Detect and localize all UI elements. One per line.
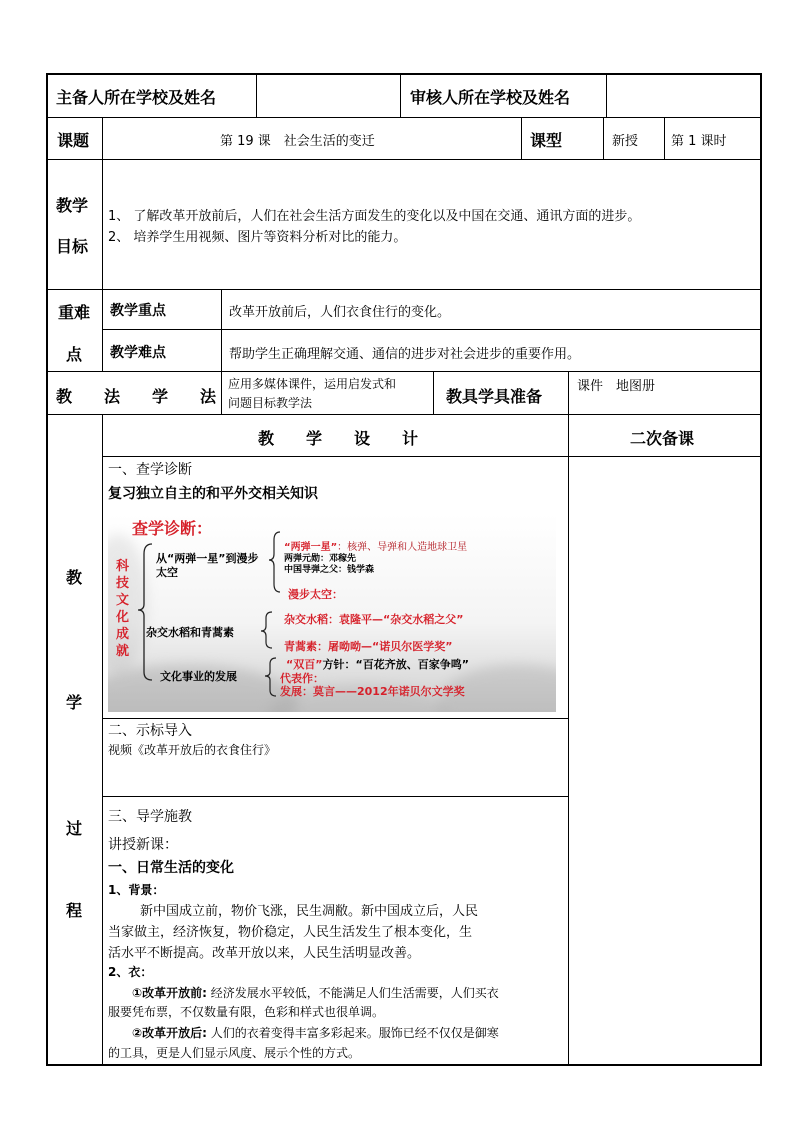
after-reform-head: ②改革开放后: xyxy=(132,1026,207,1040)
difficulty-value: 帮助学生正确理解交通、通信的进步对社会进步的重要作用。 xyxy=(229,347,581,362)
process-side-char-4: 程 xyxy=(66,901,83,920)
diagram-b3-line1-head: “双百” xyxy=(286,658,323,671)
reviewer-label: 审核人所在学校及姓名 xyxy=(410,88,571,107)
section-3-title: 三、导学施教 xyxy=(108,809,192,825)
diagram-b1-line3: 中国导弹之父：钱学森 xyxy=(284,565,375,575)
process-side-char-3: 过 xyxy=(66,819,83,838)
focus-label: 教学重点 xyxy=(110,303,166,319)
diagram-b3-line1-tail: 方针：“百花齐放、百家争鸣” xyxy=(322,658,469,671)
focus-value: 改革开放前后，人们衣食住行的变化。 xyxy=(229,305,451,320)
diagram-branch-1: 从“两弹一星”到漫步太空 xyxy=(156,552,259,579)
before-reform-head: ①改革开放前: xyxy=(132,986,207,1000)
secondary-prep-title: 二次备课 xyxy=(630,429,695,448)
diagram-b3-line2: 代表作： xyxy=(280,672,324,685)
before-reform-line2: 服要凭布票，不仅数量有限，色彩和样式也很单调。 xyxy=(108,1005,385,1019)
background-line-1: 新中国成立前，物价飞涨，民生凋敝。新中国成立后，人民 xyxy=(140,904,479,919)
tools-value: 课件 地图册 xyxy=(577,379,656,394)
diagram-title: 查学诊断： xyxy=(132,519,213,538)
lesson-type-value: 新授 xyxy=(612,134,639,149)
diagram-b1-line4: 漫步太空： xyxy=(288,588,343,601)
tools-label: 教具学具准备 xyxy=(446,387,543,406)
methods-value-line2: 问题目标教学法 xyxy=(228,396,313,410)
diagram-b1-line1-head: “两弹一星” xyxy=(284,542,338,553)
topic-label: 课题 xyxy=(57,131,90,150)
diagram-b3-line3: 发展：莫言——2012年诺贝尔文学奖 xyxy=(280,685,465,698)
keypoints-label-1: 重难 xyxy=(58,303,91,322)
background-line-2: 当家做主，经济恢复，物价稳定，人民生活发生了根本变化，生 xyxy=(108,925,473,940)
difficulty-label: 教学难点 xyxy=(110,345,166,361)
topic-value: 第 19 课 社会生活的变迁 xyxy=(220,134,375,149)
diagram-left-label: 科技文化成就 xyxy=(116,559,130,659)
clothing-label: 2、衣： xyxy=(108,965,153,979)
diagram-b2-line1: 杂交水稻：袁隆平—“杂交水稻之父” xyxy=(284,613,464,626)
process-side-char-2: 学 xyxy=(66,693,83,712)
section-1-title: 一、查学诊断 xyxy=(108,462,192,478)
objective-item-2: 2、 培养学生用视频、图片等资料分析对比的能力。 xyxy=(108,230,407,245)
objectives-label-2: 目标 xyxy=(56,237,89,256)
design-title: 教 学 设 计 xyxy=(258,429,419,448)
after-reform-line1: 人们的衣着变得丰富多彩起来。服饰已经不仅仅是御寒 xyxy=(206,1026,499,1040)
diagram-branch-3: 文化事业的发展 xyxy=(160,670,237,683)
diagram-b1-line1-tail: ：核弹、导弹和人造地球卫星 xyxy=(337,542,468,553)
lesson-type-label: 课型 xyxy=(530,131,563,150)
methods-value-line1: 应用多媒体课件，运用启发式和 xyxy=(228,377,397,391)
diagram-branch-2: 杂交水稻和青蒿素 xyxy=(146,626,234,639)
lead-teacher-label: 主备人所在学校及姓名 xyxy=(56,88,217,107)
methods-label: 教 法 学 法 xyxy=(56,387,217,406)
diagram-b2-line2: 青蒿素：屠呦呦—“诺贝尔医学奖” xyxy=(284,640,453,653)
background-label: 1、背景： xyxy=(108,883,165,897)
period-value: 第 1 课时 xyxy=(671,134,727,149)
objective-item-1: 1、 了解改革开放前后，人们在社会生活方面发生的变化以及中国在交通、通讯方面的进步。 xyxy=(108,209,641,224)
objectives-label-1: 教学 xyxy=(56,196,89,215)
section-3-lecture: 讲授新课： xyxy=(108,837,178,853)
section-2-title: 二、示标导入 xyxy=(108,723,192,739)
after-reform-line2: 的工具，更是人们显示风度、展示个性的方式。 xyxy=(108,1046,361,1060)
review-diagram xyxy=(108,514,556,712)
background-line-3: 活水平不断提高。改革开放以来，人民生活明显改善。 xyxy=(108,946,421,961)
diagram-b1-line2: 两弹元勋：邓稼先 xyxy=(284,554,357,564)
keypoints-label-2: 点 xyxy=(66,345,83,364)
process-side-char-1: 教 xyxy=(66,568,83,587)
before-reform-line1: 经济发展水平较低，不能满足人们生活需要，人们买衣 xyxy=(206,986,499,1000)
section-3-part-1: 一、日常生活的变化 xyxy=(108,860,234,876)
section-1-subtitle: 复习独立自主的和平外交相关知识 xyxy=(108,486,318,502)
section-2-video-link[interactable]: 视频《改革开放后的衣食住行》 xyxy=(108,743,277,757)
